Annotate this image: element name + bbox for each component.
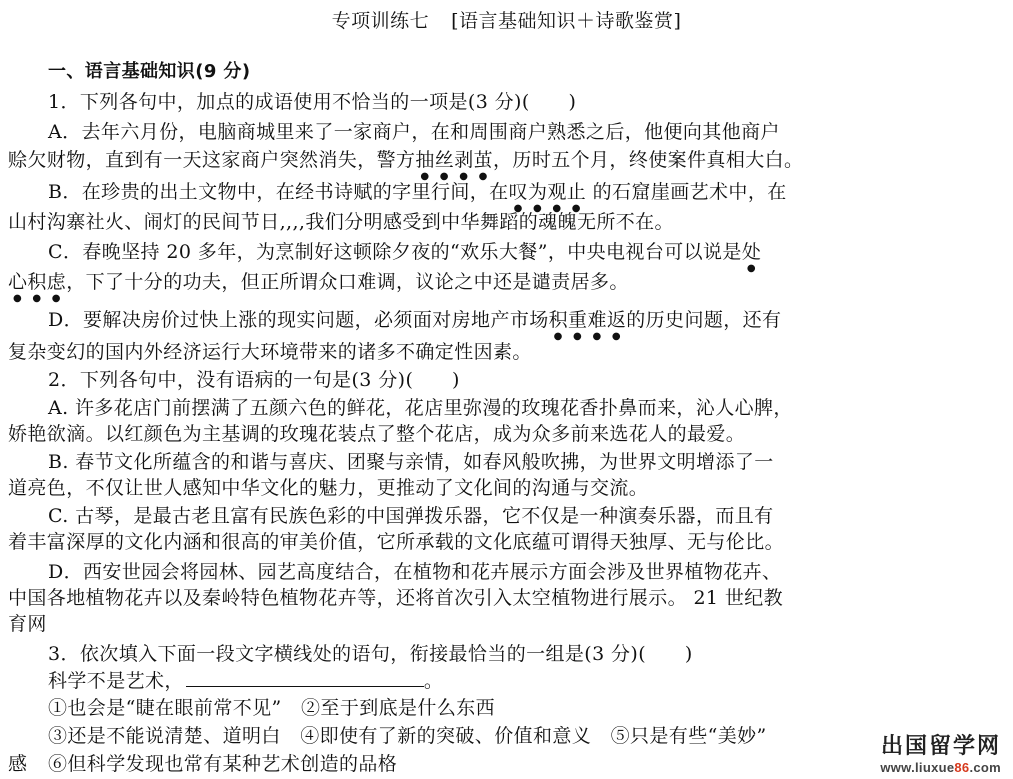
title-main: 专项训练七: [331, 10, 430, 32]
q1-option-c-line2: [8, 270, 629, 304]
page-title: [0, 6, 1013, 33]
q1-option-d-line2: 复杂变幻的国内外经济运行大环境带来的诸多不确定性因素。: [8, 341, 532, 363]
q1-a-idiom: 抽丝剥茧: [415, 149, 494, 171]
q1-b-text-post: 的石窟崖画艺术中，在: [586, 181, 787, 203]
q3-passage-pre: 科学不是艺术，: [48, 670, 184, 692]
q3-options-line3: ⑥但科学发现也常有某种艺术创造的品格: [48, 753, 398, 775]
q3-passage: [48, 668, 443, 693]
q1-c-idiom-start: 处: [741, 241, 762, 263]
q2-option-c-line2: 着丰富深厚的文化内涵和很高的审美价值，它所承载的文化底蕴可谓得天独厚、无与伦比。: [8, 531, 785, 553]
q3-options-line2: ③还是不能说清楚、道明白 ④即使有了新的突破、价值和意义 ⑤只是有些“美妙”: [48, 725, 767, 747]
q1-option-b-line2: 山村沟寨社火、闹灯的民间节日,,,,我们分明感受到中华舞蹈的魂魄无所不在。: [8, 211, 674, 233]
q1-option-a-line1: A．去年六月份，电脑商城里来了一家商户，在和周围商户熟悉之后，他便向其他商户: [48, 121, 780, 143]
q1-option-b-line1: [48, 180, 787, 214]
q1-option-a-line2: [8, 148, 803, 182]
q1-c-idiom-end: 心积虑: [8, 271, 67, 293]
watermark-name: 出国留学网: [880, 734, 1001, 759]
q2-option-b-line2: 道亮色，不仅让世人感知中华文化的魅力，更推动了文化间的沟通与交流。: [8, 477, 649, 499]
q2-option-b-line1: B. 春节文化所蕴含的和谐与喜庆、团聚与亲情，如春风般吹拂，为世界文明增添了一: [48, 451, 774, 473]
q2-stem: 2．下列各句中，没有语病的一句是(3 分)( ): [48, 369, 460, 391]
q1-b-idiom: 叹为观止: [508, 181, 587, 203]
title-subtitle: [语言基础知识＋诗歌鉴赏]: [451, 10, 682, 32]
q3-options-line1: ①也会是“睫在眼前常不见” ②至于到底是什么东西: [48, 697, 496, 719]
q2-option-a-line2: 娇艳欲滴。以红颜色为主基调的玫瑰花装点了整个花店，成为众多前来选花人的最爱。: [8, 423, 746, 445]
q2-option-d-line2: 中国各地植物花卉以及秦岭特色植物花卉等，还将首次引入太空植物进行展示。 21 世纪教: [8, 587, 784, 609]
q1-d-text-pre: D．要解决房价过快上涨的现实问题，必须面对房地产市场: [48, 309, 549, 331]
q3-options-line3-lead: 感: [8, 753, 28, 775]
section-heading: 一、语言基础知识(9 分): [48, 61, 251, 82]
q1-stem: 1．下列各句中，加点的成语使用不恰当的一项是(3 分)( ): [48, 91, 577, 113]
site-watermark: [880, 729, 1001, 775]
watermark-url-post: .com: [969, 760, 1001, 775]
q2-option-c-line1: C. 古琴，是最古老且富有民族色彩的中国弹拨乐器，它不仅是一种演奏乐器，而且有: [48, 505, 774, 527]
q3-stem: 3．依次填入下面一段文字横线处的语句，衔接最恰当的一组是(3 分)( ): [48, 643, 693, 665]
q1-c-text-post: ，下了十分的功夫，但正所谓众口难调，议论之中还是谴责居多。: [66, 271, 629, 293]
q2-option-d-line3: 育网: [8, 613, 47, 635]
q3-passage-post: 。: [423, 670, 444, 692]
q1-b-text-pre: B．在珍贵的出土文物中，在经书诗赋的字里行间，在: [48, 181, 509, 203]
watermark-url: [880, 760, 1001, 775]
watermark-url-highlight: 86: [954, 760, 970, 775]
q1-option-d-line1: [48, 308, 781, 342]
q1-option-c-line1: [48, 240, 761, 274]
q2-option-d-line1: D．西安世园会将园林、园艺高度结合，在植物和花卉展示方面会涉及世界植物花卉、: [48, 561, 782, 583]
q1-a-text-post: ，历时五个月，终使案件真相大白。: [493, 149, 804, 171]
q1-a-text-pre: 赊欠财物，直到有一天这家商户突然消失，警方: [8, 149, 416, 171]
q1-d-text-post: 的历史问题，还有: [626, 309, 782, 331]
q2-option-a-line1: A. 许多花店门前摆满了五颜六色的鲜花，花店里弥漫的玫瑰花香扑鼻而来，沁人心脾，: [48, 397, 793, 419]
q1-c-text-pre: C．春晚坚持 20 多年，为烹制好这顿除夕夜的“欢乐大餐”，中央电视台可以说是: [48, 241, 742, 263]
watermark-url-pre: www.liuxue: [880, 760, 955, 775]
fill-in-blank: [186, 668, 424, 687]
q1-d-idiom: 积重难返: [548, 309, 627, 331]
